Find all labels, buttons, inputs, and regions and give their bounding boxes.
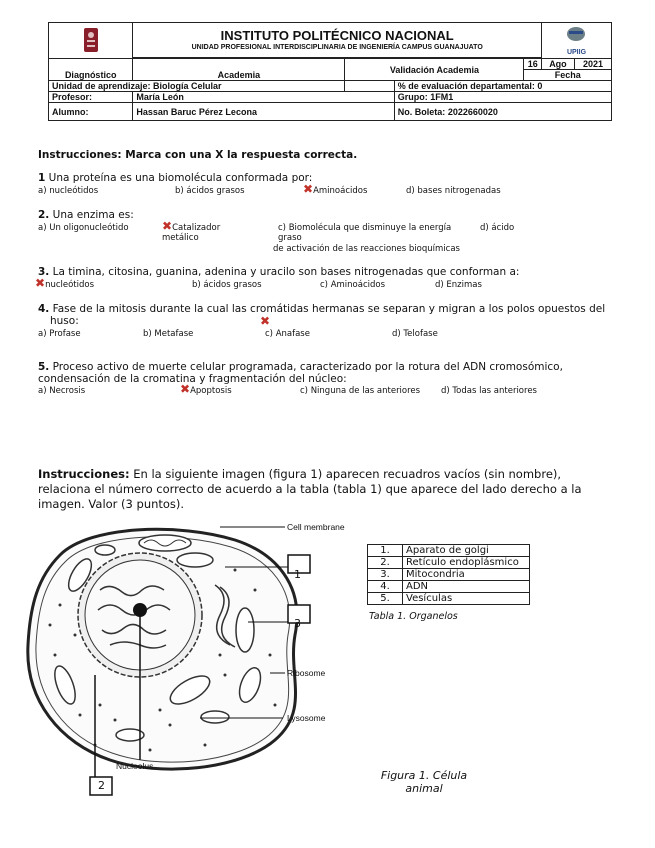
table-row: 4. ADN: [368, 581, 530, 593]
q1-option-a[interactable]: a) nucleótidos: [38, 186, 99, 196]
q1-option-b[interactable]: b) ácidos grasos: [175, 186, 245, 196]
question-5-text: Proceso activo de muerte celular programada, caracterizado por la rotura del ADN cromosómico,: [49, 361, 563, 373]
answer-box-2-value: 2: [98, 779, 105, 792]
subject-label: Unidad de aprendizaje:: [52, 81, 151, 91]
q4-option-c[interactable]: c) Anafase: [265, 329, 310, 339]
institution-title: INSTITUTO POLITÉCNICO NACIONAL: [220, 27, 454, 43]
question-1: [38, 172, 312, 184]
q2-option-c-cont: de activación de las reacciones bioquímicas: [273, 244, 460, 254]
question-1-number: 1: [38, 172, 46, 184]
q5-option-c[interactable]: c) Ninguna de las anteriores: [300, 386, 421, 396]
date-day: 16: [524, 59, 542, 70]
answer-box-3-value: 3: [294, 617, 301, 630]
question-5-text-cont: condensación de la cromatina y fragmentación del núcleo:: [38, 373, 347, 385]
date-year: 2021: [574, 59, 611, 70]
instructions-2-bold: Instrucciones:: [38, 467, 130, 481]
animal-cell-figure: [20, 515, 360, 800]
boleta-value: 2022660020: [447, 106, 498, 117]
date-label: Fecha: [524, 70, 612, 81]
upiig-logo-text: UPIIG: [566, 49, 587, 56]
q4-option-a[interactable]: a) Profase: [38, 329, 81, 339]
table-row: 1. Aparato de golgi: [368, 545, 530, 557]
question-4-text: Fase de la mitosis durante la cual las cromátidas hermanas se separan y migran a los polos opuestos del: [49, 303, 606, 315]
question-4-number: 4.: [38, 303, 50, 315]
header-table: [48, 22, 612, 121]
professor-value: María León: [133, 92, 394, 103]
label-cell-membrane: Cell membrane: [287, 522, 345, 532]
ipn-logo-icon: [81, 26, 101, 54]
q5-option-d[interactable]: d) Todas las anteriores: [441, 386, 537, 396]
x-mark-icon: ✖: [35, 276, 46, 290]
x-mark-icon: ✖: [260, 314, 271, 328]
label-nucleolus: Nucleolus: [116, 761, 154, 771]
q2-option-b[interactable]: ✖Catalizador metálico: [162, 219, 221, 243]
q1-option-c[interactable]: ✖Aminoácidos: [303, 182, 368, 196]
group-value: 1FM1: [430, 92, 454, 102]
x-mark-icon: ✖: [180, 382, 191, 396]
boleta-label: No. Boleta:: [397, 106, 446, 117]
validation-label: Validación Academia: [345, 59, 524, 81]
organelles-table: [367, 544, 530, 605]
diagnostic-label: Diagnóstico: [49, 70, 133, 81]
question-2-number: 2.: [38, 209, 50, 221]
q3-option-c[interactable]: c) Aminoácidos: [320, 280, 386, 290]
q5-option-b[interactable]: ✖Apoptosis: [180, 382, 232, 396]
question-3: [38, 266, 519, 278]
academy-label: Academia: [133, 70, 345, 81]
upiig-logo-cell: [541, 23, 611, 59]
question-2-text: Una enzima es:: [49, 209, 134, 221]
q5-option-a[interactable]: a) Necrosis: [38, 386, 86, 396]
q3-option-d[interactable]: d) Enzimas: [435, 280, 482, 290]
date-month: Ago: [541, 59, 574, 70]
question-5-number: 5.: [38, 361, 50, 373]
eval-label: % de evaluación departamental:: [397, 81, 535, 91]
q3-option-b[interactable]: b) ácidos grasos: [192, 280, 262, 290]
q2-option-d[interactable]: d) ácido: [480, 223, 515, 233]
question-4-text-cont: huso:: [50, 315, 79, 327]
q3-option-a[interactable]: ✖nucleótidos: [35, 276, 95, 290]
question-4: [38, 303, 605, 315]
q4-option-b[interactable]: b) Metafase: [143, 329, 194, 339]
instructions-1: Instrucciones: Marca con una X la respuesta correcta.: [38, 149, 358, 161]
question-5: [38, 361, 563, 373]
table-row: 5. Vesículas: [368, 593, 530, 605]
eval-value: 0: [537, 81, 543, 91]
table-row: 3. Mitocondria: [368, 569, 530, 581]
q1-option-d[interactable]: d) bases nitrogenadas: [406, 186, 501, 196]
table-caption: Tabla 1. Organelos: [369, 611, 458, 622]
x-mark-icon: ✖: [303, 182, 314, 196]
q2-option-a[interactable]: a) Un oligonucleótido: [38, 223, 129, 233]
table-row: 2. Retículo endoplásmico: [368, 557, 530, 569]
group-label: Grupo:: [397, 92, 428, 102]
student-label: Alumno:: [49, 103, 133, 121]
q2-option-c[interactable]: c) Biomolécula que disminuye la energía: [278, 223, 452, 233]
subject-value: Biología Celular: [153, 81, 222, 91]
question-3-text: La timina, citosina, guanina, adenina y uracilo son bases nitrogenadas que conforman a:: [49, 266, 520, 278]
q4-option-d[interactable]: d) Telofase: [392, 329, 438, 339]
instructions-2: Instrucciones: En la siguiente imagen (figura 1) aparecen recuadros vacíos (sin nombre), relaciona el número correcto de acuerdo a la tabla (tabla 1) que aparece del lado derecho a la imagen. Valor (3 puntos).: [38, 467, 582, 511]
label-ribosome: Ribosome: [287, 668, 326, 678]
x-mark-icon: ✖: [162, 219, 173, 233]
q2-option-d-cont: graso: [278, 233, 302, 243]
upiig-logo-icon: [561, 25, 591, 47]
figure-caption: Figura 1. Célula animal: [380, 769, 468, 795]
question-3-number: 3.: [38, 266, 50, 278]
question-1-text: Una proteína es una biomolécula conformada por:: [45, 172, 313, 184]
question-2: [38, 209, 134, 221]
unit-subtitle: UNIDAD PROFESIONAL INTERDISCIPLINARIA DE INGENIERÍA CAMPUS GUANAJUATO: [191, 43, 483, 51]
student-value: Hassan Baruc Pérez Lecona: [133, 103, 394, 121]
professor-label: Profesor:: [49, 92, 133, 103]
answer-box-1-value: 1: [294, 568, 301, 581]
ipn-logo-cell: [49, 23, 133, 59]
label-lysosome: Lysosome: [287, 713, 326, 723]
